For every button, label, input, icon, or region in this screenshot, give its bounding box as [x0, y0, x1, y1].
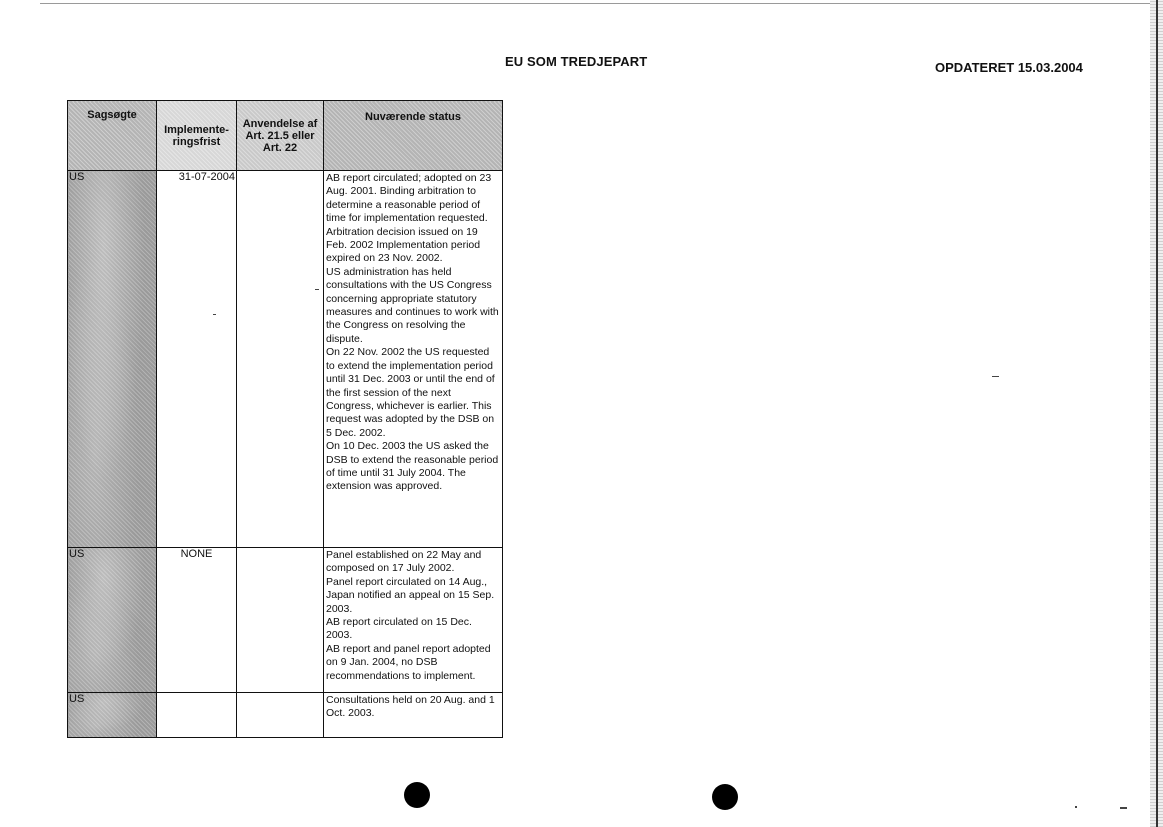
status-line: 2003.: [326, 629, 353, 642]
status-line: DSB to extend the reasonable period: [326, 453, 499, 466]
document-title: EU SOM TREDJEPART: [505, 54, 648, 69]
status-line: On 22 Nov. 2002 the US requested: [326, 346, 490, 359]
status-line: of time until 31 July 2004. The: [326, 466, 466, 479]
status-line: Japan notified an appeal on 15 Sep.: [326, 589, 495, 602]
status-line: 5 Dec. 2002.: [326, 426, 386, 439]
status-line: Panel established on 22 May and: [326, 549, 482, 561]
article-cell: [237, 171, 324, 548]
status-line: AB report circulated; adopted on 23: [326, 172, 492, 184]
status-table: [67, 100, 503, 738]
table-row: [68, 548, 503, 693]
status-line: recommendations to implement.: [326, 669, 476, 682]
defendant-cell: US: [68, 548, 157, 693]
status-line: Feb. 2002 Implementation period: [326, 239, 481, 252]
status-line: On 10 Dec. 2003 the US asked the: [326, 440, 489, 453]
status-line: AB report circulated on 15 Dec.: [326, 616, 472, 629]
status-line: concerning appropriate statutory: [326, 292, 477, 305]
status-line: until 31 Dec. 2003 or until the end of: [326, 373, 495, 386]
defendant-cell: US: [68, 693, 157, 738]
status-line: composed on 17 July 2002.: [326, 562, 455, 575]
scan-speck: [315, 289, 319, 290]
status-line: extension was approved.: [326, 480, 443, 493]
status-line: Congress, whichever is earlier. This: [326, 399, 492, 412]
deadline-cell: [157, 693, 237, 738]
status-line: US administration has held: [326, 265, 452, 278]
deadline-cell: 31-07-2004: [157, 171, 237, 548]
defendant-cell: US: [68, 171, 157, 548]
punch-hole: [712, 784, 738, 810]
update-date: OPDATERET 15.03.2004: [935, 60, 1083, 75]
status-line: AB report and panel report adopted: [326, 642, 491, 655]
status-line: Consultations held on 20 Aug. and 1: [326, 694, 495, 706]
punch-hole: [404, 782, 430, 808]
status-line: time for implementation requested.: [326, 212, 488, 225]
scan-speck: [213, 314, 216, 315]
status-cell: [324, 171, 503, 548]
status-line: the Congress on resolving the: [326, 319, 466, 332]
article-cell: [237, 693, 324, 738]
status-line: consultations with the US Congress: [326, 279, 492, 292]
header-deadline: Implemente-ringsfrist: [157, 101, 237, 171]
status-line: 2003.: [326, 602, 353, 615]
status-line: Oct. 2003.: [326, 707, 375, 720]
status-line: the first session of the next: [326, 386, 451, 399]
table-row: [68, 693, 503, 738]
status-line: dispute.: [326, 332, 363, 345]
header-defendant: Sagsøgte: [68, 101, 157, 171]
status-line: Arbitration decision issued on 19: [326, 225, 478, 238]
article-cell: [237, 548, 324, 693]
status-line: measures and continues to work with: [326, 306, 499, 319]
status-cell: [324, 548, 503, 693]
scan-edge: [1150, 0, 1163, 827]
deadline-cell: NONE: [157, 548, 237, 693]
status-line: request was adopted by the DSB on: [326, 413, 495, 426]
status-line: determine a reasonable period of: [326, 198, 481, 211]
table-row: [68, 171, 503, 548]
scan-top-line: [40, 3, 1150, 4]
header-article: Anvendelse af Art. 21.5 eller Art. 22: [237, 101, 324, 171]
scan-speck: [1120, 807, 1127, 809]
status-line: expired on 23 Nov. 2002.: [326, 252, 443, 265]
header-status: Nuværende status: [324, 101, 503, 171]
status-cell: [324, 693, 503, 738]
table-header-row: [68, 101, 503, 171]
status-line: Panel report circulated on 14 Aug.,: [326, 575, 488, 588]
status-line: on 9 Jan. 2004, no DSB: [326, 656, 438, 669]
status-line: Aug. 2001. Binding arbitration to: [326, 185, 477, 198]
scan-speck: [1075, 806, 1077, 808]
status-line: to extend the implementation period: [326, 359, 493, 372]
scan-speck: [992, 376, 999, 377]
